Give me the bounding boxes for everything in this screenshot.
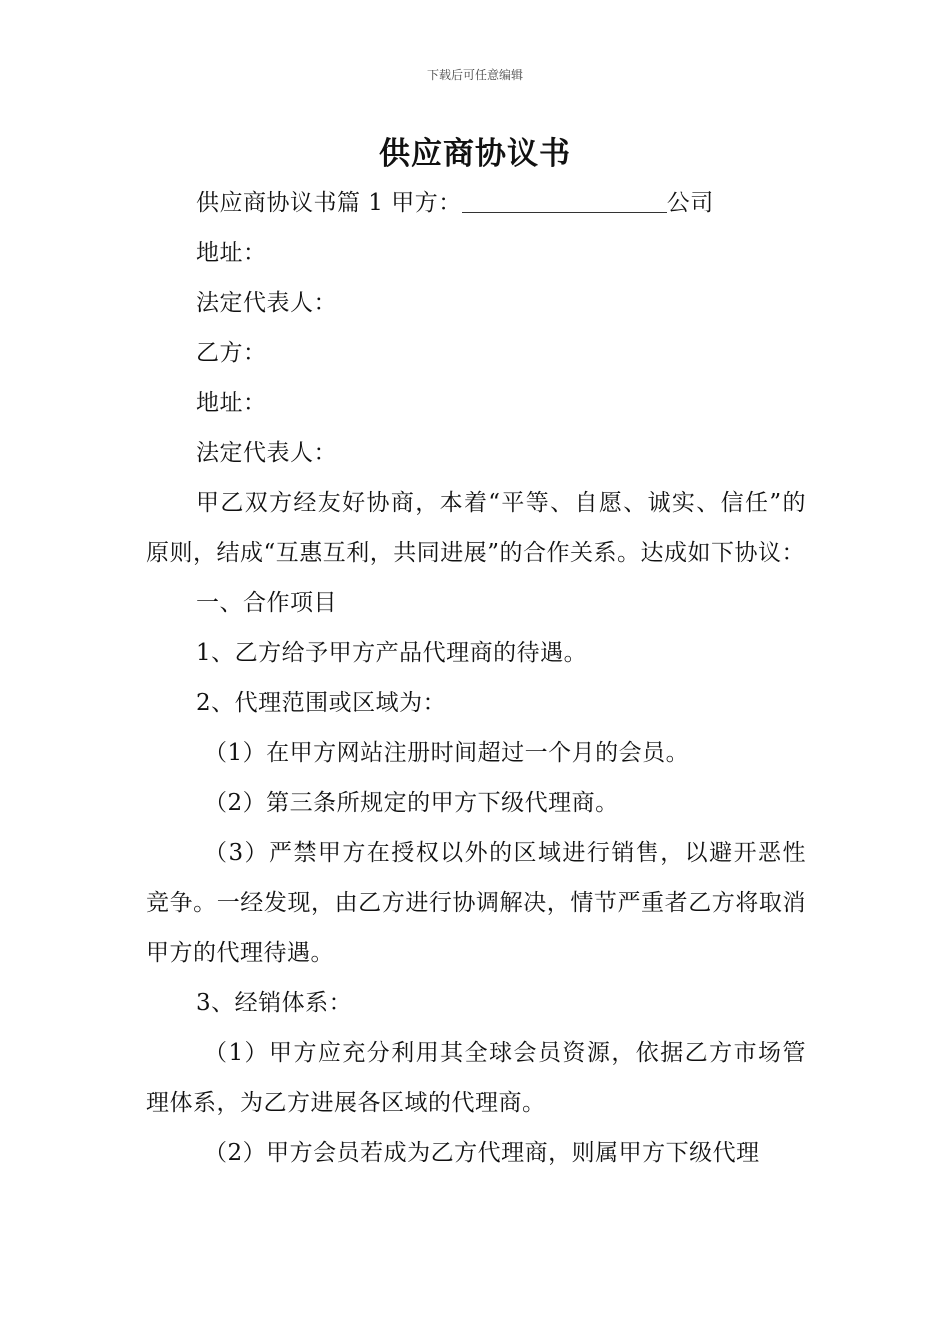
party-a-address: 地址： xyxy=(196,240,267,266)
opening-line xyxy=(146,178,806,228)
party-b-representative: 法定代表人： xyxy=(196,440,337,466)
item-3: 3、经销体系： xyxy=(196,990,353,1016)
page-header: 下载后可任意编辑 xyxy=(426,68,523,82)
document-body xyxy=(146,178,806,1178)
item-2-1: （1）在甲方网站注册时间超过一个月的会员。 xyxy=(204,740,690,766)
intro-paragraph: 甲乙双方经友好协商，本着“平等、自愿、诚实、信任”的原则，结成“互惠互利，共同进展”的合作关系。达成如下协议： xyxy=(146,490,806,566)
opening-prefix: 供应商协议书篇 1 甲方： xyxy=(196,190,462,216)
party-a-blank xyxy=(462,184,667,213)
item-3-1: （1）甲方应充分利用其全球会员资源，依据乙方市场管理体系，为乙方进展各区域的代理商。 xyxy=(146,1040,806,1116)
item-3-2: （2）甲方会员若成为乙方代理商，则属甲方下级代理 xyxy=(204,1140,760,1166)
opening-suffix: 公司 xyxy=(666,190,714,216)
party-b-address: 地址： xyxy=(196,390,267,416)
item-2: 2、代理范围或区域为： xyxy=(196,690,447,716)
item-2-2: （2）第三条所规定的甲方下级代理商。 xyxy=(204,790,619,816)
item-1: 1、乙方给予甲方产品代理商的待遇。 xyxy=(196,640,588,666)
item-2-3: （3）严禁甲方在授权以外的区域进行销售，以避开恶性竞争。一经发现，由乙方进行协调解决，情节严重者乙方将取消甲方的代理待遇。 xyxy=(146,840,806,966)
section-1-heading: 一、合作项目 xyxy=(196,590,337,616)
party-a-representative: 法定代表人： xyxy=(196,290,337,316)
party-b-label: 乙方： xyxy=(196,340,267,366)
document-title: 供应商协议书 xyxy=(379,136,571,172)
